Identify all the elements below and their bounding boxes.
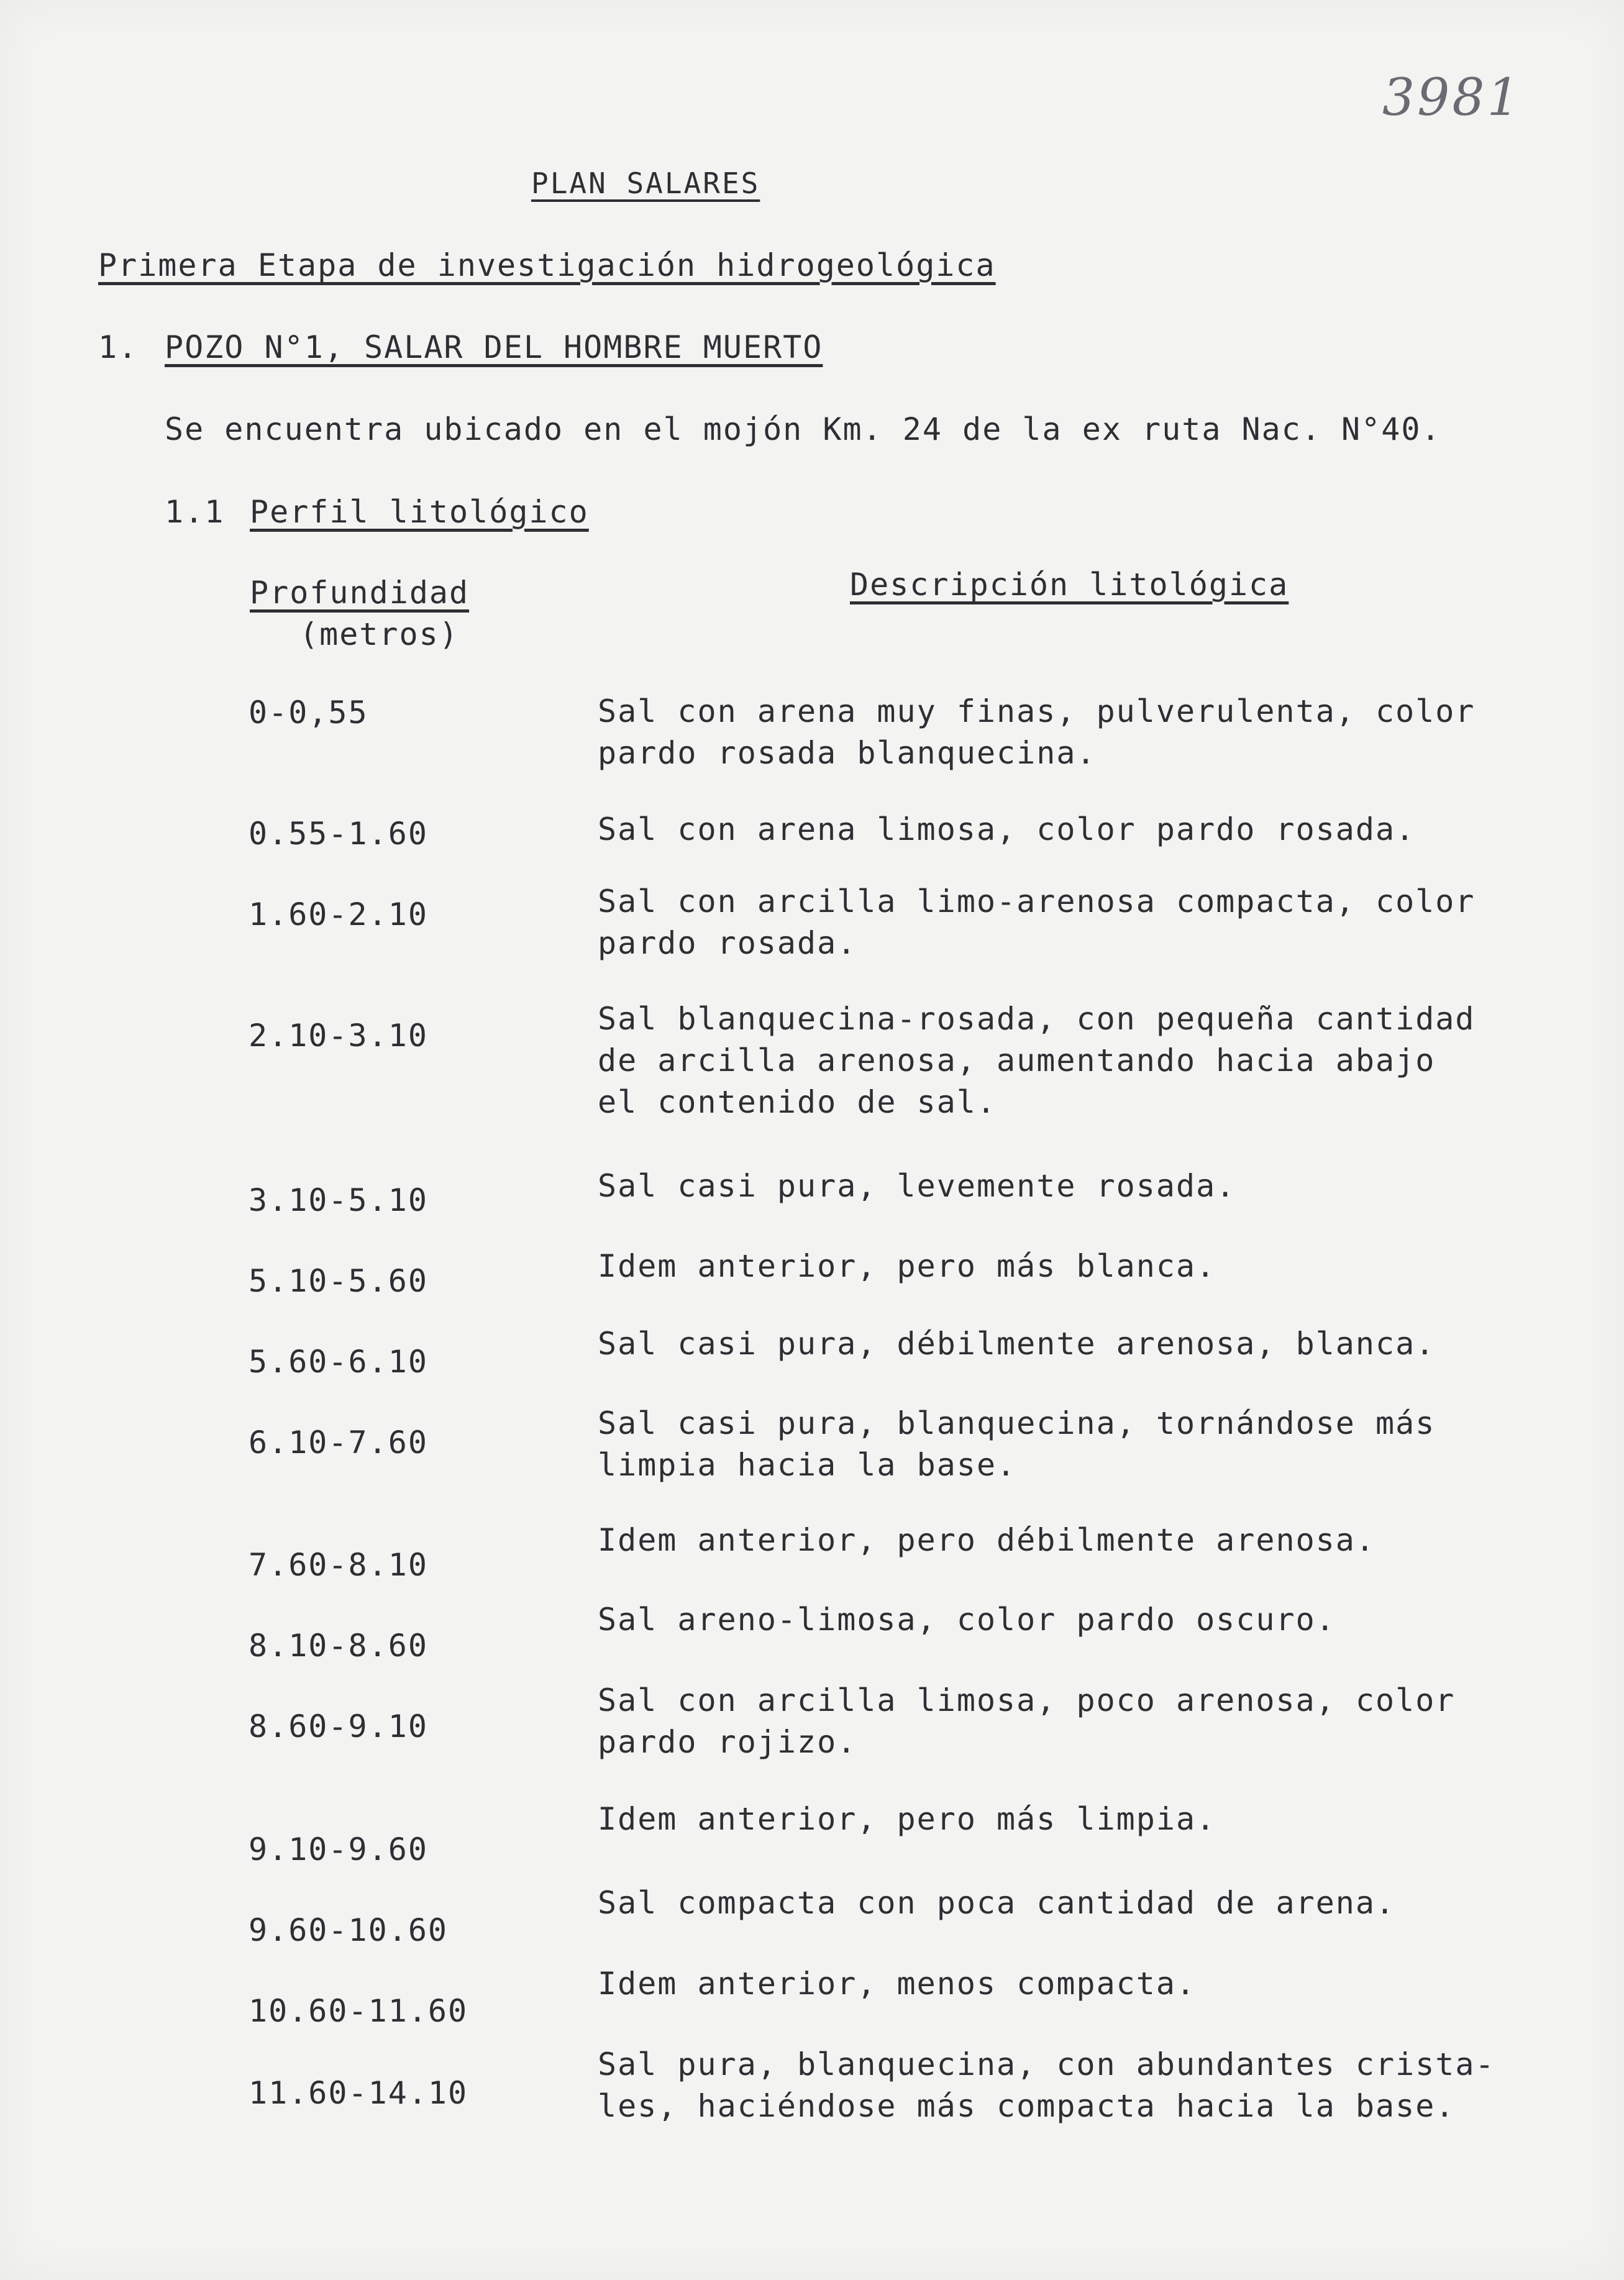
depth-cell: 3.10-5.10 (249, 1182, 428, 1218)
description-cell: Idem anterior, pero más limpia. (598, 1801, 1216, 1837)
description-cell: Sal con arcilla limosa, poco arenosa, color pardo rojizo. (598, 1682, 1456, 1760)
subsection-title: Perfil litológico (250, 494, 589, 530)
document-subtitle: Primera Etapa de investigación hidrogeológica (98, 247, 996, 283)
description-cell: Idem anterior, pero más blanca. (598, 1248, 1216, 1284)
description-cell: Sal con arcilla limo-arenosa compacta, color pardo rosada. (598, 883, 1476, 961)
depth-cell: 9.60-10.60 (249, 1912, 449, 1948)
description-cell: Sal con arena limosa, color pardo rosada. (598, 811, 1416, 847)
depth-cell: 5.60-6.10 (249, 1344, 428, 1380)
depth-cell: 0.55-1.60 (249, 816, 428, 852)
section-number: 1. (98, 329, 139, 365)
depth-cell: 5.10-5.60 (249, 1263, 428, 1299)
description-cell: Sal con arena muy finas, pulverulenta, color pardo rosada blanquecina. (598, 693, 1476, 771)
description-cell: Sal areno-limosa, color pardo oscuro. (598, 1602, 1336, 1638)
intro-paragraph: Se encuentra ubicado en el mojón Km. 24 de la ex ruta Nac. N°40. (165, 411, 1441, 447)
description-cell: Sal blanquecina-rosada, con pequeña cantidad de arcilla arenosa, aumentando hacia abajo el contenido de sal. (598, 1001, 1476, 1120)
depth-cell: 2.10-3.10 (249, 1018, 428, 1054)
column-header-depth: Profundidad (250, 575, 470, 611)
column-header-description: Descripción litológica (850, 567, 1289, 603)
depth-cell: 9.10-9.60 (249, 1831, 428, 1867)
description-cell: Sal pura, blanquecina, con abundantes crista- les, haciéndose más compacta hacia la base. (598, 2046, 1495, 2124)
depth-cell: 7.60-8.10 (249, 1547, 428, 1583)
depth-cell: 11.60-14.10 (249, 2075, 468, 2111)
handwritten-page-number: 3981 (1382, 68, 1522, 127)
depth-cell: 0-0,55 (249, 695, 368, 731)
description-cell: Sal compacta con poca cantidad de arena. (598, 1885, 1396, 1921)
depth-cell: 1.60-2.10 (249, 896, 428, 933)
depth-cell: 10.60-11.60 (249, 1993, 468, 2029)
section-title: POZO N°1, SALAR DEL HOMBRE MUERTO (165, 329, 823, 365)
document-title: PLAN SALARES (531, 166, 760, 200)
depth-cell: 6.10-7.60 (249, 1425, 428, 1461)
description-cell: Sal casi pura, débilmente arenosa, blanca. (598, 1326, 1436, 1362)
depth-cell: 8.60-9.10 (249, 1708, 428, 1744)
subsection-number: 1.1 (165, 494, 225, 530)
column-header-depth-unit: (metros) (299, 616, 459, 652)
depth-cell: 8.10-8.60 (249, 1628, 428, 1664)
description-cell: Sal casi pura, levemente rosada. (598, 1168, 1236, 1204)
description-cell: Sal casi pura, blanquecina, tornándose más limpia hacia la base. (598, 1405, 1436, 1483)
description-cell: Idem anterior, menos compacta. (598, 1966, 1197, 2002)
description-cell: Idem anterior, pero débilmente arenosa. (598, 1522, 1375, 1558)
